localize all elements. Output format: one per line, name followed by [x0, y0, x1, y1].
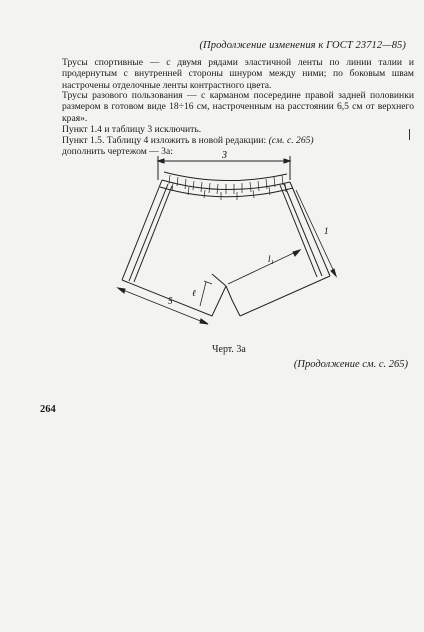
margin-mark — [409, 129, 410, 140]
paragraph-add-drawing: дополнить чертежом — 3а: — [62, 146, 173, 157]
crotch-line — [212, 274, 226, 286]
paragraph-item-1-5-ref: (см. с. 265) — [268, 135, 314, 146]
right-leg-hem — [240, 276, 330, 316]
footer-continuation: (Продолжение см. с. 265) — [293, 359, 408, 370]
dim-line-right — [296, 190, 336, 276]
dim-label-bottom: 5 — [168, 296, 173, 306]
dim-label-right: 1 — [324, 226, 329, 236]
page-number: 264 — [40, 404, 56, 415]
shorts-drawing — [100, 150, 340, 340]
figure-caption: Черт. 3а — [212, 344, 246, 355]
paragraph-item-1-5 — [62, 135, 414, 146]
paragraph-item-1-4: Пункт 1.4 и таблицу 3 исключить. — [62, 124, 202, 135]
paragraph-disposable-shorts: Трусы разового пользования — с карманом посередине правой задней половинки размером в готовом виде 18÷16 см, настроченным на расстоянии 6,5 см от верхнего края». — [62, 90, 414, 124]
dim-label-top: 3 — [222, 150, 227, 161]
paragraph-sport-shorts: Трусы спортивные — с двумя рядами эластичной ленты по линии талии и продернутым с внутренней стороны шнуром между ними; по боковым швам настрочены отделочные ленты контрастного цвета. — [62, 57, 414, 91]
dim-label-small: ℓ — [192, 288, 196, 298]
dim-line-inner — [228, 250, 300, 284]
paragraph-item-1-5-text: Пункт 1.5. Таблицу 4 изложить в новой редакции: — [62, 135, 267, 146]
left-side-seam — [122, 180, 162, 280]
waistband — [164, 172, 287, 181]
header-continuation-note: (Продолжение изменения к ГОСТ 23712—85) — [199, 40, 406, 51]
dim-line-small — [200, 282, 206, 306]
dim-label-inner: l₁ — [268, 254, 274, 264]
